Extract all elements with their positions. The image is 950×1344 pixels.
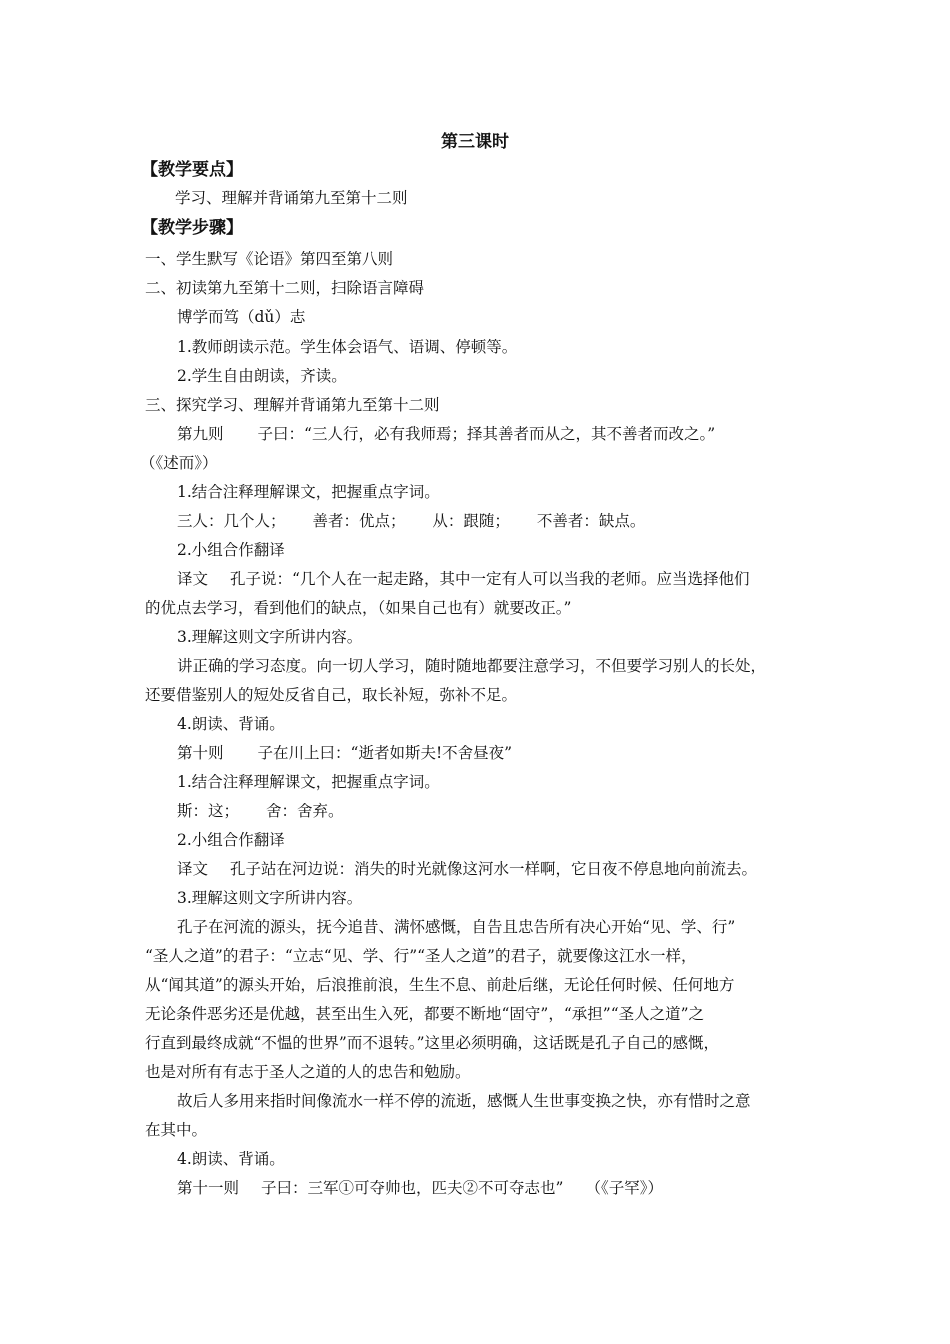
step-one: 一、学生默写《论语》第四至第八则 — [145, 250, 394, 268]
word-gloss: 斯：这； — [177, 802, 240, 820]
rule-ten-item-3: 3.理解这则文字所讲内容。 — [177, 889, 363, 907]
page-title: 第三课时 — [441, 132, 509, 152]
rule-ten-content-c: 从“闻其道”的源头开始，后浪推前浪，生生不息、前赴后继，无论任何时候、任何地方 — [145, 976, 735, 994]
rule-nine-item-4: 4.朗读、背诵。 — [177, 715, 285, 733]
rule-ten-content-a: 孔子在河流的源头，抚今追昔、满怀感慨，自告且忠告所有决心开始“见、学、行” — [177, 918, 736, 936]
rule-nine-label: 第九则 — [177, 425, 224, 443]
translation-text: 孔子站在河边说：消失的时光就像这河水一样啊，它日夜不停息地向前流去。 — [230, 860, 758, 878]
rule-ten-words — [177, 801, 815, 821]
step-two-word: 博学而笃（dǔ）志 — [177, 308, 306, 326]
word-gloss: 不善者：缺点。 — [536, 512, 646, 530]
step-two: 二、初读第九至第十二则，扫除语言障碍 — [145, 279, 425, 297]
step-three: 三、探究学习、理解并背诵第九至第十二则 — [145, 396, 440, 414]
rule-nine-translation-cont: 的优点去学习，看到他们的缺点，（如果自己也有）就要改正。” — [145, 599, 572, 617]
step-two-item-1: 1.教师朗读示范。学生体会语气、语调、停顿等。 — [177, 338, 518, 356]
rule-ten-item-2: 2.小组合作翻译 — [177, 831, 285, 849]
rule-ten-content-h: 在其中。 — [145, 1121, 208, 1139]
rule-nine-source: （《述而》） — [140, 454, 218, 472]
rule-nine-item-1: 1.结合注释理解课文，把握重点字词。 — [177, 483, 440, 501]
rule-nine-line — [177, 424, 815, 444]
translation-label: 译文 — [177, 860, 209, 878]
rule-nine-text: 子曰：“三人行，必有我师焉；择其善者而从之，其不善者而改之。” — [257, 425, 716, 443]
word-gloss: 善者：优点； — [312, 512, 406, 530]
step-two-item-2: 2.学生自由朗读，齐读。 — [177, 367, 347, 385]
rule-ten-line — [177, 743, 815, 763]
rule-nine-words — [177, 511, 815, 531]
rule-ten-text: 子在川上曰：“逝者如斯夫!不舍昼夜” — [257, 744, 513, 762]
translation-text: 孔子说：“几个人在一起走路，其中一定有人可以当我的老师。应当选择他们 — [230, 570, 750, 588]
steps-heading: 【教学步骤】 — [141, 218, 243, 238]
rule-ten-content-f: 也是对所有有志于圣人之道的人的忠告和勉励。 — [145, 1063, 471, 1081]
word-gloss: 三人：几个人； — [177, 512, 286, 530]
rule-eleven-line — [177, 1178, 815, 1198]
word-gloss: 从：跟随； — [432, 512, 510, 530]
rule-eleven-source: （《子罕》） — [585, 1179, 663, 1197]
rule-ten-content-d: 无论条件恶劣还是优越，甚至出生入死，都要不断地“固守”，“承担”“圣人之道”之 — [145, 1005, 705, 1023]
rule-nine-content: 讲正确的学习态度。向一切人学习，随时随地都要注意学习，不但要学习别人的长处， — [177, 657, 767, 675]
translation-label: 译文 — [177, 570, 209, 588]
rule-ten-content-b: “圣人之道”的君子：“立志“见、学、行”“圣人之道”的君子，就要像这江水一样， — [145, 947, 697, 965]
rule-ten-translation — [177, 859, 815, 879]
rule-nine-item-3: 3.理解这则文字所讲内容。 — [177, 628, 363, 646]
rule-nine-item-2: 2.小组合作翻译 — [177, 541, 285, 559]
rule-ten-item-4: 4.朗读、背诵。 — [177, 1150, 285, 1168]
word-gloss: 舍：舍弃。 — [265, 802, 344, 820]
rule-ten-label: 第十则 — [177, 744, 224, 762]
key-points-heading: 【教学要点】 — [141, 160, 243, 180]
rule-eleven-text: 子曰：三军①可夺帅也，匹夫②不可夺志也” — [261, 1179, 564, 1197]
rule-eleven-label: 第十一则 — [177, 1179, 240, 1197]
rule-nine-translation — [177, 569, 815, 589]
rule-nine-content-cont: 还要借鉴别人的短处反省自己，取长补短，弥补不足。 — [145, 686, 518, 704]
key-points-text: 学习、理解并背诵第九至第十二则 — [175, 189, 408, 207]
rule-ten-item-1: 1.结合注释理解课文，把握重点字词。 — [177, 773, 440, 791]
rule-ten-content-e: 行直到最终成就“不愠的世界”而不退转。”这里必须明确，这话既是孔子自己的感慨， — [145, 1034, 720, 1052]
rule-ten-content-g: 故后人多用来指时间像流水一样不停的流逝，感慨人生世事变换之快，亦有惜时之意 — [177, 1092, 751, 1110]
